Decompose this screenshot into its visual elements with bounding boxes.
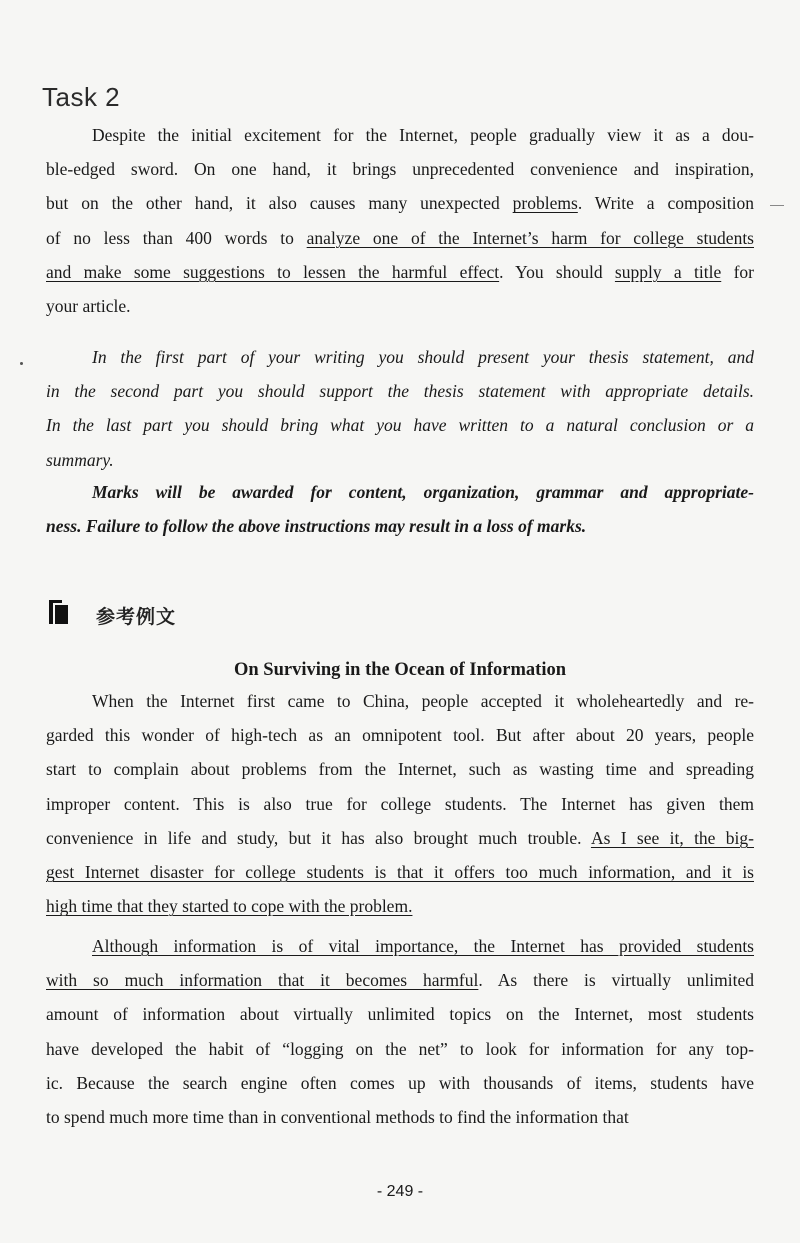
underlined-text: As I see it, the big-	[590, 827, 754, 848]
text-line	[46, 481, 754, 503]
text-run: Marks will be awarded for content, organization, grammar and appropriate-	[92, 482, 754, 502]
text-line	[46, 827, 754, 849]
text-run: of no less than 400 words to	[46, 227, 307, 248]
text-run: ness. Failure to follow the above instructions may result in a loss of marks.	[46, 516, 587, 537]
text-run: for	[721, 261, 754, 282]
text-run: in the second part you should support the thesis statement with appropriate details.	[46, 381, 754, 402]
margin-mark	[20, 362, 23, 365]
underlined-text: supply a title	[614, 261, 722, 282]
text-line	[46, 261, 754, 283]
text-line	[46, 346, 754, 368]
text-line	[46, 1072, 754, 1094]
text-line	[46, 1038, 754, 1060]
text-line	[46, 192, 754, 214]
margin-dash	[770, 205, 784, 206]
text-line	[46, 515, 754, 537]
text-run: your article.	[46, 296, 131, 316]
task-heading: Task 2	[42, 82, 121, 112]
text-line	[46, 1106, 754, 1128]
underlined-text: problems	[512, 193, 578, 214]
text-line	[46, 1003, 754, 1025]
underlined-text: analyze one of the Internet’s harm for college students	[306, 227, 754, 248]
text-run: convenience in life and study, but it has also brought much trouble.	[46, 827, 591, 848]
underlined-text: with so much information that it becomes harmful	[46, 970, 479, 991]
text-run: improper content. This is also true for college students. The Internet has given them	[46, 793, 754, 814]
text-run: In the last part you should bring what you have written to a natural conclusion or a	[46, 415, 754, 436]
text-run: . You should	[499, 261, 615, 282]
text-run: ble-edged sword. On one hand, it brings unprecedented convenience and inspiration,	[46, 159, 754, 180]
underlined-text: high time that they started to cope with the problem.	[46, 896, 413, 917]
text-run: have developed the habit of “logging on the net” to look for information for any top-	[46, 1038, 754, 1059]
text-run: but on the other hand, it also causes many unexpected	[46, 193, 513, 214]
text-run: start to complain about problems from the Internet, such as wasting time and spreading	[46, 759, 754, 780]
text-run: amount of information about virtually unlimited topics on the Internet, most students	[46, 1004, 754, 1025]
text-run: ic. Because the search engine often comes up with thousands of items, students have	[46, 1072, 754, 1093]
text-run: to spend much more time than in conventional methods to find the information that	[46, 1107, 629, 1127]
text-line	[46, 724, 754, 746]
text-line	[46, 380, 754, 402]
text-run: summary.	[46, 449, 114, 470]
text-line	[46, 861, 754, 883]
text-run: . Write a composition	[577, 193, 754, 214]
sample-essay-label: 参考例文	[96, 606, 177, 628]
text-run: . As there is virtually unlimited	[478, 970, 754, 991]
text-line	[46, 124, 754, 146]
text-line	[46, 158, 754, 180]
essay-title: On Surviving in the Ocean of Information	[234, 660, 566, 680]
text-line	[46, 758, 754, 780]
text-line	[46, 690, 754, 712]
text-run: Despite the initial excitement for the Internet, people gradually view it as a dou-	[92, 125, 754, 145]
text-line	[46, 969, 754, 991]
text-line	[46, 227, 754, 249]
underlined-text: gest Internet disaster for college students is that it offers too much information, and it is	[46, 862, 754, 882]
text-line	[46, 414, 754, 436]
text-line	[46, 935, 754, 957]
text-run: When the Internet first came to China, people accepted it wholeheartedly and re-	[92, 691, 754, 711]
text-line	[46, 793, 754, 815]
underlined-text: and make some suggestions to lessen the harmful effect	[46, 261, 500, 282]
underlined-text: Although information is of vital importance, the Internet has provided students	[92, 936, 754, 956]
text-run: garded this wonder of high-tech as an omnipotent tool. But after about 20 years, people	[46, 725, 754, 746]
text-run: In the first part of your writing you should present your thesis statement, and	[92, 347, 754, 367]
book-icon	[48, 598, 70, 626]
text-line	[46, 449, 754, 471]
page-number: - 249 -	[376, 1183, 424, 1200]
text-line	[46, 895, 754, 917]
text-line	[46, 295, 754, 317]
